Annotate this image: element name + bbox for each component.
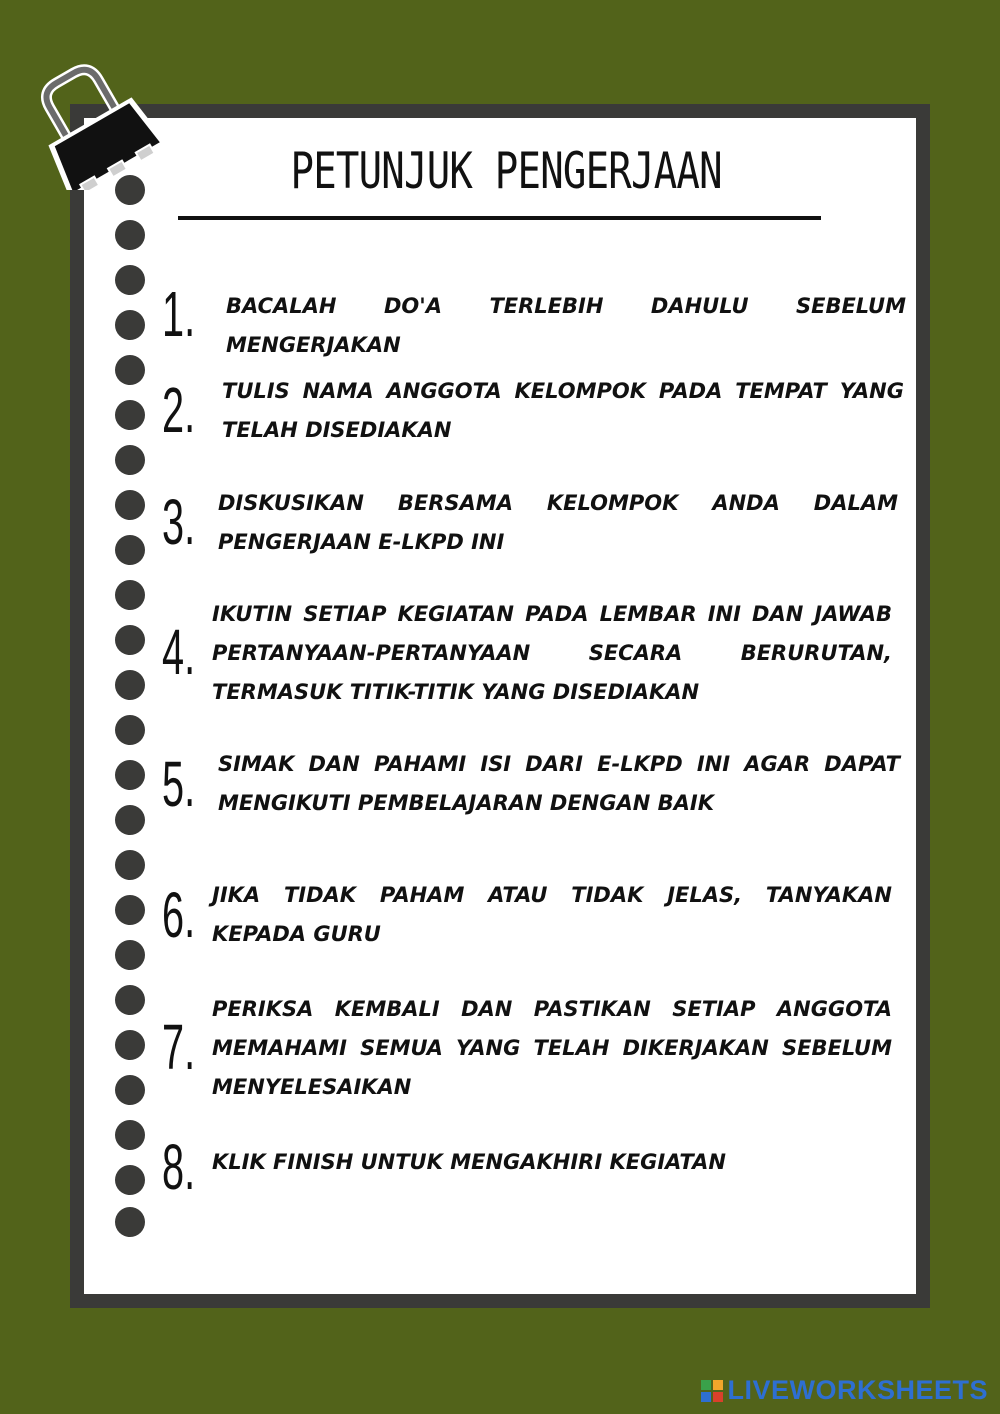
watermark-text: LIVEWORKSHEETS — [727, 1375, 988, 1405]
instruction-number: 5. — [162, 748, 196, 820]
instruction-text: SIMAK DAN PAHAMI ISI DARI E-LKPD INI AGAR DAPAT MENGIKUTI PEMBELAJARAN DENGAN BAIK — [218, 752, 900, 815]
title-underline — [178, 216, 821, 220]
instruction-text: DISKUSIKAN BERSAMA KELOMPOK ANDA DALAM PENGERJAAN E-LKPD INI — [218, 491, 898, 554]
instruction-number: 4. — [162, 616, 196, 688]
instruction-text: BACALAH DO'A TERLEBIH DAHULU SEBELUM MENGERJAKAN — [226, 294, 906, 357]
instruction-number: 3. — [162, 486, 196, 558]
binder-clip-icon — [25, 60, 165, 190]
instruction-text: PERIKSA KEMBALI DAN PASTIKAN SETIAP ANGGOTA MEMAHAMI SEMUA YANG TELAH DIKERJAKAN SEBELUM MENYELESAIKAN — [212, 997, 892, 1099]
instruction-text: TULIS NAMA ANGGOTA KELOMPOK PADA TEMPAT YANG TELAH DISEDIAKAN — [222, 379, 904, 442]
instruction-number: 1. — [162, 278, 196, 350]
instruction-number: 6. — [162, 879, 196, 951]
page-title: PETUNJUK PENGERJAAN — [290, 142, 722, 200]
liveworksheets-watermark — [701, 1375, 988, 1406]
instruction-text: KLIK FINISH UNTUK MENGAKHIRI KEGIATAN — [212, 1150, 726, 1174]
instruction-text: JIKA TIDAK PAHAM ATAU TIDAK JELAS, TANYAKAN KEPADA GURU — [212, 883, 892, 946]
instruction-number: 8. — [162, 1131, 196, 1203]
instruction-number: 2. — [162, 374, 196, 446]
liveworksheets-logo-icon — [701, 1380, 723, 1402]
instruction-text: IKUTIN SETIAP KEGIATAN PADA LEMBAR INI DAN JAWAB PERTANYAAN-PERTANYAAN SECARA BERURUTAN, TERMASUK TITIK-TITIK YANG DISEDIAKAN — [212, 602, 892, 704]
instruction-number: 7. — [162, 1011, 196, 1083]
